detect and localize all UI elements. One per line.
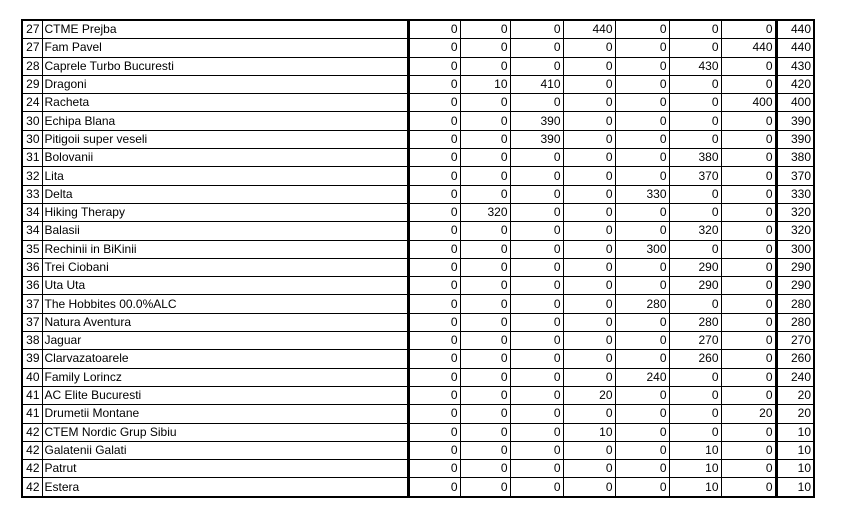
table-row (22, 112, 814, 130)
score-cell: 0 (669, 75, 721, 93)
table-row (22, 203, 814, 221)
score-cell: 390 (510, 130, 563, 148)
score-cell: 10 (669, 478, 721, 497)
table-row (22, 441, 814, 459)
score-cell: 0 (408, 460, 460, 478)
team-name-cell: Natura Aventura (42, 313, 408, 331)
score-cell: 0 (563, 57, 615, 75)
score-cell: 0 (460, 368, 510, 386)
rank-cell: 36 (22, 277, 42, 295)
total-cell: 280 (776, 295, 814, 313)
team-name-cell: Clarvazatoarele (42, 350, 408, 368)
score-cell: 0 (669, 386, 721, 404)
score-cell: 0 (615, 478, 669, 497)
score-cell: 380 (669, 149, 721, 167)
rank-cell: 39 (22, 350, 42, 368)
score-cell: 0 (721, 185, 776, 203)
score-cell: 0 (460, 277, 510, 295)
team-name-cell: Dragoni (42, 75, 408, 93)
score-cell: 0 (721, 313, 776, 331)
score-cell: 0 (615, 386, 669, 404)
score-cell: 0 (408, 441, 460, 459)
total-cell: 20 (776, 405, 814, 423)
score-cell: 20 (721, 405, 776, 423)
score-cell: 0 (615, 423, 669, 441)
rank-cell: 42 (22, 423, 42, 441)
score-cell: 260 (669, 350, 721, 368)
score-cell: 0 (460, 149, 510, 167)
score-cell: 0 (615, 130, 669, 148)
score-cell: 0 (721, 167, 776, 185)
team-name-cell: Trei Ciobani (42, 258, 408, 276)
score-cell: 0 (669, 112, 721, 130)
score-cell: 0 (669, 405, 721, 423)
score-cell: 0 (510, 423, 563, 441)
team-name-cell: Patrut (42, 460, 408, 478)
score-cell: 0 (510, 405, 563, 423)
score-cell: 0 (460, 185, 510, 203)
score-cell: 330 (615, 185, 669, 203)
table-row (22, 185, 814, 203)
score-cell: 0 (460, 478, 510, 497)
score-cell: 320 (669, 222, 721, 240)
score-cell: 0 (408, 405, 460, 423)
team-name-cell: Lita (42, 167, 408, 185)
score-cell: 0 (563, 112, 615, 130)
score-cell: 0 (721, 350, 776, 368)
total-cell: 10 (776, 441, 814, 459)
score-cell: 270 (669, 332, 721, 350)
rank-cell: 42 (22, 460, 42, 478)
score-cell: 0 (460, 240, 510, 258)
score-cell: 0 (408, 277, 460, 295)
score-cell: 0 (721, 203, 776, 221)
score-cell: 0 (563, 167, 615, 185)
score-cell: 290 (669, 258, 721, 276)
score-cell: 0 (563, 368, 615, 386)
table-row (22, 39, 814, 57)
score-cell: 0 (669, 368, 721, 386)
table-row (22, 386, 814, 404)
rank-cell: 33 (22, 185, 42, 203)
ranking-table (21, 19, 815, 498)
rank-cell: 40 (22, 368, 42, 386)
score-cell: 0 (460, 423, 510, 441)
rank-cell: 42 (22, 478, 42, 497)
rank-cell: 41 (22, 386, 42, 404)
team-name-cell: Jaguar (42, 332, 408, 350)
total-cell: 440 (776, 20, 814, 39)
table-row (22, 405, 814, 423)
table-row (22, 240, 814, 258)
score-cell: 0 (721, 258, 776, 276)
team-name-cell: Racheta (42, 94, 408, 112)
score-cell: 0 (669, 39, 721, 57)
table-row (22, 478, 814, 497)
score-cell: 0 (563, 130, 615, 148)
score-cell: 0 (408, 130, 460, 148)
score-cell: 0 (669, 130, 721, 148)
score-cell: 0 (563, 350, 615, 368)
score-cell: 0 (615, 39, 669, 57)
score-cell: 10 (669, 460, 721, 478)
team-name-cell: Hiking Therapy (42, 203, 408, 221)
score-cell: 0 (721, 149, 776, 167)
score-cell: 320 (460, 203, 510, 221)
score-cell: 0 (721, 460, 776, 478)
team-name-cell: Rechinii in BiKinii (42, 240, 408, 258)
score-cell: 0 (460, 258, 510, 276)
score-cell: 0 (721, 130, 776, 148)
score-cell: 0 (615, 258, 669, 276)
score-cell: 0 (510, 185, 563, 203)
score-cell: 390 (510, 112, 563, 130)
score-cell: 0 (460, 386, 510, 404)
score-cell: 10 (460, 75, 510, 93)
rank-cell: 35 (22, 240, 42, 258)
score-cell: 0 (721, 478, 776, 497)
rank-cell: 31 (22, 149, 42, 167)
total-cell: 20 (776, 386, 814, 404)
rank-cell: 24 (22, 94, 42, 112)
total-cell: 320 (776, 222, 814, 240)
score-cell: 0 (563, 203, 615, 221)
table-row (22, 332, 814, 350)
score-cell: 0 (510, 20, 563, 39)
score-cell: 0 (721, 112, 776, 130)
score-cell: 0 (460, 39, 510, 57)
rank-cell: 29 (22, 75, 42, 93)
total-cell: 390 (776, 112, 814, 130)
score-cell: 0 (563, 75, 615, 93)
rank-cell: 37 (22, 313, 42, 331)
score-cell: 20 (563, 386, 615, 404)
score-cell: 0 (563, 258, 615, 276)
total-cell: 10 (776, 478, 814, 497)
score-cell: 0 (563, 441, 615, 459)
table-row (22, 368, 814, 386)
score-cell: 0 (615, 313, 669, 331)
score-cell: 0 (721, 423, 776, 441)
team-name-cell: Galatenii Galati (42, 441, 408, 459)
score-cell: 0 (510, 386, 563, 404)
total-cell: 300 (776, 240, 814, 258)
team-name-cell: Delta (42, 185, 408, 203)
score-cell: 0 (408, 149, 460, 167)
score-cell: 0 (721, 368, 776, 386)
score-cell: 0 (408, 386, 460, 404)
score-cell: 0 (615, 350, 669, 368)
score-cell: 0 (563, 460, 615, 478)
table-row (22, 277, 814, 295)
score-cell: 0 (721, 20, 776, 39)
score-cell: 0 (669, 20, 721, 39)
rank-cell: 30 (22, 112, 42, 130)
score-cell: 0 (721, 386, 776, 404)
score-cell: 0 (460, 112, 510, 130)
team-name-cell: Pitigoii super veseli (42, 130, 408, 148)
total-cell: 430 (776, 57, 814, 75)
team-name-cell: Fam Pavel (42, 39, 408, 57)
score-cell: 0 (408, 20, 460, 39)
table-row (22, 423, 814, 441)
score-cell: 0 (408, 313, 460, 331)
total-cell: 390 (776, 130, 814, 148)
score-cell: 0 (510, 222, 563, 240)
score-cell: 280 (615, 295, 669, 313)
rank-cell: 42 (22, 441, 42, 459)
score-cell: 0 (615, 75, 669, 93)
total-cell: 440 (776, 39, 814, 57)
team-name-cell: Caprele Turbo Bucuresti (42, 57, 408, 75)
score-cell: 0 (510, 295, 563, 313)
score-cell: 0 (615, 460, 669, 478)
score-cell: 410 (510, 75, 563, 93)
table-body (22, 20, 814, 497)
score-cell: 0 (510, 478, 563, 497)
score-cell: 290 (669, 277, 721, 295)
score-cell: 10 (669, 441, 721, 459)
rank-cell: 30 (22, 130, 42, 148)
score-cell: 0 (669, 240, 721, 258)
total-cell: 290 (776, 277, 814, 295)
score-cell: 440 (721, 39, 776, 57)
score-cell: 0 (563, 405, 615, 423)
team-name-cell: Family Lorincz (42, 368, 408, 386)
score-cell: 0 (563, 478, 615, 497)
score-cell: 0 (460, 20, 510, 39)
score-cell: 0 (615, 57, 669, 75)
score-cell: 0 (460, 94, 510, 112)
table-row (22, 313, 814, 331)
score-cell: 0 (721, 240, 776, 258)
team-name-cell: CTME Prejba (42, 20, 408, 39)
score-cell: 0 (669, 185, 721, 203)
score-cell: 240 (615, 368, 669, 386)
score-cell: 0 (721, 441, 776, 459)
team-name-cell: Bolovanii (42, 149, 408, 167)
score-cell: 0 (408, 203, 460, 221)
score-cell: 0 (460, 295, 510, 313)
score-cell: 0 (721, 295, 776, 313)
score-cell: 0 (615, 149, 669, 167)
score-cell: 0 (408, 222, 460, 240)
score-cell: 0 (510, 460, 563, 478)
score-cell: 0 (563, 222, 615, 240)
score-cell: 0 (408, 94, 460, 112)
score-cell: 0 (721, 277, 776, 295)
score-cell: 370 (669, 167, 721, 185)
score-cell: 0 (510, 277, 563, 295)
rank-cell: 27 (22, 20, 42, 39)
score-cell: 0 (721, 75, 776, 93)
score-cell: 0 (460, 130, 510, 148)
total-cell: 320 (776, 203, 814, 221)
score-cell: 0 (408, 240, 460, 258)
table-row (22, 460, 814, 478)
team-name-cell: Estera (42, 478, 408, 497)
score-cell: 0 (460, 441, 510, 459)
score-cell: 0 (408, 423, 460, 441)
score-cell: 0 (615, 167, 669, 185)
table-row (22, 149, 814, 167)
score-cell: 0 (510, 441, 563, 459)
score-cell: 0 (615, 332, 669, 350)
score-cell: 0 (615, 222, 669, 240)
table-row (22, 20, 814, 39)
score-cell: 0 (408, 332, 460, 350)
score-cell: 0 (615, 112, 669, 130)
score-cell: 0 (721, 57, 776, 75)
score-cell: 0 (408, 39, 460, 57)
score-cell: 0 (408, 167, 460, 185)
rank-cell: 32 (22, 167, 42, 185)
score-cell: 0 (563, 295, 615, 313)
score-cell: 0 (563, 185, 615, 203)
score-cell: 0 (615, 405, 669, 423)
score-cell: 430 (669, 57, 721, 75)
score-cell: 0 (408, 258, 460, 276)
table-row (22, 167, 814, 185)
score-cell: 400 (721, 94, 776, 112)
score-cell: 0 (510, 258, 563, 276)
score-cell: 0 (510, 39, 563, 57)
score-cell: 0 (408, 112, 460, 130)
score-cell: 0 (510, 149, 563, 167)
score-cell: 0 (460, 405, 510, 423)
score-cell: 0 (669, 94, 721, 112)
total-cell: 330 (776, 185, 814, 203)
score-cell: 0 (460, 222, 510, 240)
score-cell: 0 (408, 295, 460, 313)
total-cell: 380 (776, 149, 814, 167)
table-row (22, 75, 814, 93)
total-cell: 270 (776, 332, 814, 350)
total-cell: 240 (776, 368, 814, 386)
score-cell: 10 (563, 423, 615, 441)
table-row (22, 94, 814, 112)
score-cell: 0 (408, 185, 460, 203)
team-name-cell: Drumetii Montane (42, 405, 408, 423)
score-cell: 0 (510, 350, 563, 368)
rank-cell: 37 (22, 295, 42, 313)
score-cell: 0 (510, 57, 563, 75)
score-cell: 0 (510, 94, 563, 112)
score-cell: 0 (460, 332, 510, 350)
score-cell: 0 (563, 94, 615, 112)
score-cell: 0 (460, 350, 510, 368)
score-cell: 0 (669, 295, 721, 313)
score-cell: 0 (721, 332, 776, 350)
total-cell: 10 (776, 460, 814, 478)
score-cell: 0 (460, 313, 510, 331)
total-cell: 420 (776, 75, 814, 93)
score-cell: 440 (563, 20, 615, 39)
score-cell: 0 (460, 460, 510, 478)
score-cell: 0 (408, 368, 460, 386)
score-cell: 0 (408, 75, 460, 93)
rank-cell: 27 (22, 39, 42, 57)
score-cell: 0 (510, 313, 563, 331)
total-cell: 370 (776, 167, 814, 185)
score-cell: 0 (510, 368, 563, 386)
score-cell: 0 (615, 20, 669, 39)
score-cell: 300 (615, 240, 669, 258)
team-name-cell: Echipa Blana (42, 112, 408, 130)
table-row (22, 57, 814, 75)
score-cell: 0 (510, 240, 563, 258)
score-cell: 0 (563, 313, 615, 331)
score-cell: 0 (510, 332, 563, 350)
score-cell: 0 (460, 167, 510, 185)
score-cell: 0 (563, 240, 615, 258)
total-cell: 280 (776, 313, 814, 331)
table-row (22, 130, 814, 148)
score-cell: 0 (408, 350, 460, 368)
rank-cell: 38 (22, 332, 42, 350)
table-row (22, 258, 814, 276)
score-cell: 0 (510, 167, 563, 185)
score-cell: 0 (615, 441, 669, 459)
score-cell: 0 (563, 149, 615, 167)
score-cell: 0 (408, 57, 460, 75)
team-name-cell: Balasii (42, 222, 408, 240)
total-cell: 10 (776, 423, 814, 441)
team-name-cell: AC Elite Bucuresti (42, 386, 408, 404)
team-name-cell: The Hobbites 00.0%ALC (42, 295, 408, 313)
score-cell: 0 (721, 222, 776, 240)
score-cell: 0 (615, 94, 669, 112)
score-cell: 0 (669, 423, 721, 441)
score-cell: 0 (563, 332, 615, 350)
score-cell: 0 (510, 203, 563, 221)
score-cell: 0 (669, 203, 721, 221)
rank-cell: 28 (22, 57, 42, 75)
score-cell: 280 (669, 313, 721, 331)
score-cell: 0 (460, 57, 510, 75)
total-cell: 290 (776, 258, 814, 276)
total-cell: 260 (776, 350, 814, 368)
table-row (22, 222, 814, 240)
score-cell: 0 (408, 478, 460, 497)
rank-cell: 41 (22, 405, 42, 423)
score-cell: 0 (615, 203, 669, 221)
rank-cell: 34 (22, 203, 42, 221)
rank-cell: 36 (22, 258, 42, 276)
score-cell: 0 (563, 277, 615, 295)
total-cell: 400 (776, 94, 814, 112)
table-row (22, 350, 814, 368)
team-name-cell: Uta Uta (42, 277, 408, 295)
table-row (22, 295, 814, 313)
score-cell: 0 (615, 277, 669, 295)
score-cell: 0 (563, 39, 615, 57)
rank-cell: 34 (22, 222, 42, 240)
team-name-cell: CTEM Nordic Grup Sibiu (42, 423, 408, 441)
